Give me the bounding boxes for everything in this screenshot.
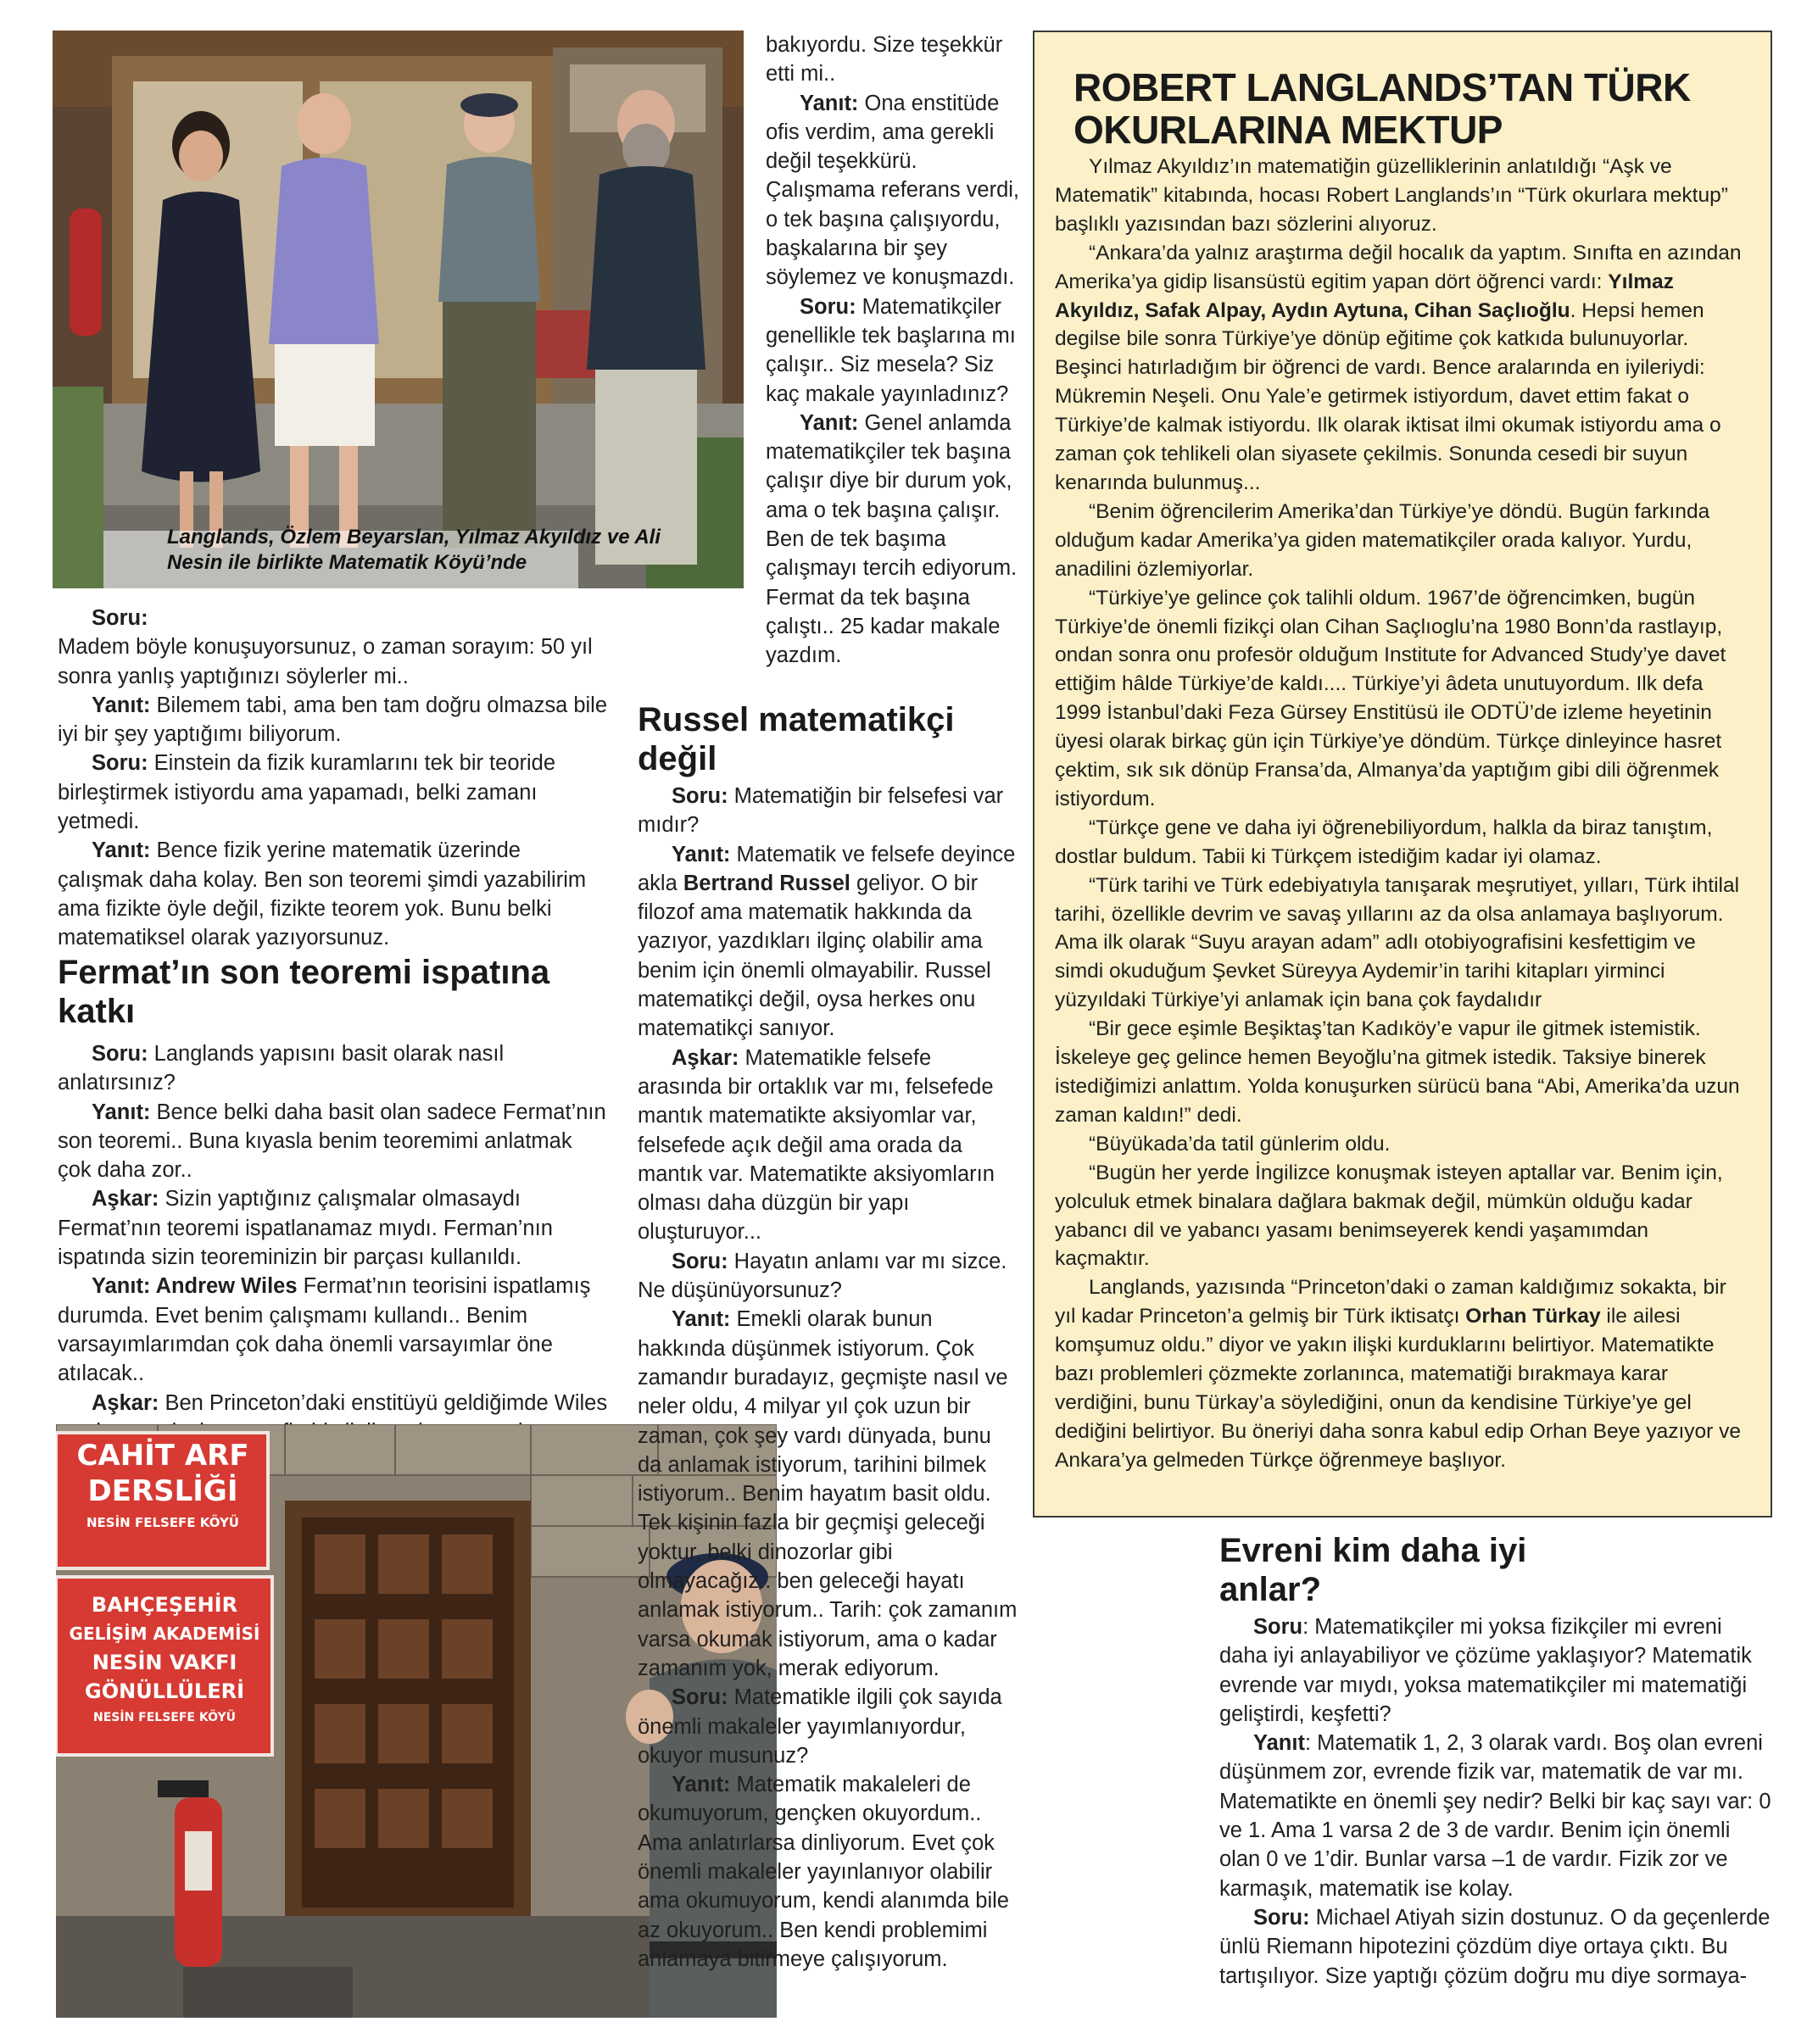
column-1-lower [58, 1039, 609, 1446]
column-1-upper [58, 604, 609, 953]
cahit-arf-sign [61, 1438, 265, 1536]
photo-caption [167, 525, 744, 576]
soru-label: Soru: [92, 606, 148, 630]
letter-paragraph: “Türkçe gene ve daha iyi öğrenebiliyordum, halkla da biraz tanıştım, dostlar buldum. Tabii ki Türkçem istediğim kadar iyi olamaz. [1055, 816, 1713, 868]
yanit-label: Yanıt [1253, 1731, 1305, 1756]
askar-label: Aşkar: [92, 1390, 159, 1415]
askar-text: Matematikle felsefe arasında bir ortaklık var mı, felsefede mantık matematikte aksiyomlar var, felsefede açık değil ama orada da mantık var. Matematikte aksiyomların olması daha düzgün bir yapı oluşturuyor... [638, 1045, 995, 1245]
sign-line: BAHÇEŞEHİR [91, 1593, 238, 1617]
soru-text: Langlands yapısını basit olarak nasıl anlatırsınız? [58, 1042, 505, 1095]
letter-text: ile ailesi komşumuz oldu.” diyor ve yakın ilişki kurduklarını belirtiyor. Matematikte bazı problemleri çözmekte zorlanınca, matematiği bırakmaya karar verdiğini, bunu Türkay’a söylediğini, onun da kendisine Türkiye’ye gel dediğini belirtiyor. Bu öneriyi daha sonra kabul edip Orhan Beye yazıyor ve Ankara’ya gelmeden Türkçe öğrenmeye başlıyor. [1055, 1305, 1741, 1472]
askar-text: Ben Princeton’daki enstitüyü geldiğimde Wiles [165, 1390, 608, 1415]
soru-text: Einstein da fizik kuramlarını tek bir teoride birleştirmek istiyordu ama yapamadı, belki zamanı yetmedi. [58, 751, 556, 834]
soru-text: : Matematikçiler mi yoksa fizikçiler mi evreni daha iyi anlayabiliyor ve çözüme yaklaşıyor? Matematik evrende var mıydı, yoksa matematikçiler mi matematiği geliştirdi, keşfetti? [1219, 1615, 1752, 1726]
yanit-label: Yanıt: [672, 1307, 731, 1332]
letter-title-line1: ROBERT LANGLANDS’TAN TÜRK [1074, 65, 1691, 109]
letter-title-line2: OKURLARINA MEKTUP [1074, 108, 1503, 152]
soru-text: Hayatın anlamı var mı sizce. Ne düşünüyorsunuz? [638, 1249, 1007, 1303]
bertrand-russel-name: Bertrand Russel [683, 871, 850, 895]
sign-line: CAHİT ARF [76, 1439, 249, 1473]
soru-label: Soru [1253, 1615, 1303, 1639]
yanit-text: Bence fizik yerine matematik üzerinde çalışmak daha kolay. Ben son teoremi şimdi yazabilirim ama fizikte öyle değil, fizikte teorem yok. Bunu belki matematiksel olarak yazıyorsunuz. [58, 838, 587, 950]
langlands-letter-box [1033, 31, 1772, 1518]
column-2-middle [638, 782, 1018, 1974]
soru-label: Soru: [672, 1249, 728, 1273]
yanit-text: Bence belki daha basit olan sadece Fermat’nın son teoremi.. Buna kıyasla benim teoremimi anlatmak çok daha zor.. [58, 1100, 606, 1183]
sign-line: DERSLİĞİ [87, 1474, 238, 1508]
letter-title [1055, 66, 1747, 151]
soru-text: Matematikle ilgili çok sayıda önemli makaleler yayımlanıyordur, okuyor musunuz? [638, 1685, 1002, 1768]
soru-label: Soru: [800, 294, 856, 319]
yanit-text: Matematik makaleleri de okumuyorum, gençken okuyordum.. Ama anlatırlarsa dinliyorum. Evet çok önemli makaleler yayınlanıyor olabilir ama okumuyorum, kendi alanımda bile az okuyorum.. Ben kendi problemimi anlamaya bitirmeye çalışıyorum. [638, 1773, 1009, 1971]
letter-text: . Hepsi hemen degilse bile sonra Türkiye’ye dönüp eğitime çok katkıda bulunuyorlar. Beşinci hatırladığım bir öğrenci de vardı. Bence aralarında en iyileriydi: Mükremin Neşeli. Onu Yale’e getirmek istiyordum, davet ettim fakat o Türkiye’de kalmak istiyordu. Ilk olarak iktisat ilmi okumak istiyordu ama o zaman çok tehlikeli olan siyasete çekilmis. Sonunda cesedi bir suyun kenarında bulunmuş... [1055, 298, 1721, 494]
askar-text: Sizin yaptığınız çalışmalar olmasaydı Fermat’nın teoremi ispatlanamaz mıydı. Ferman’nın ispatında sizin teoreminizin bir parçası kullanıldı. [58, 1187, 553, 1270]
student-names: Yılmaz Akyıldız, Safak Alpay, Aydın Aytuna, Cihan Saçlıoğlu [1055, 270, 1674, 322]
sign-line: NESİN FELSEFE KÖYÜ [93, 1711, 236, 1724]
askar-label: Aşkar: [672, 1045, 739, 1070]
yanit-label: Yanıt: [800, 91, 859, 115]
fermat-heading: Fermat’ın son teoremi ispatına katkı [58, 954, 550, 1030]
yanit-label: Yanıt: Andrew Wiles [92, 1274, 298, 1299]
yanit-label: Yanıt: [672, 842, 731, 866]
column-4 [1219, 1612, 1772, 1991]
yanit-text: : Matematik 1, 2, 3 olarak vardı. Boş olan evreni düşünmem zor, evrende fizik var, matematik de var mı. Matematikte en önemli şey nedir? Belki bir kaç sayı var: 0 ve 1. Ama 1 varsa 2 de 3 de vardır. Benim için önemli olan 0 ve 1’dir. Bunlar varsa –1 de vardır. Fizik zor ve karmaşık, matematik ise kolay. [1219, 1731, 1771, 1901]
continued-text: bakıyordu. Size teşekkür etti mi.. [766, 33, 1003, 86]
soru-text: Matematiğin bir felsefesi var mıdır? [638, 784, 1004, 838]
letter-paragraph: Yılmaz Akyıldız’ın matematiğin güzelliklerinin anlatıldığı “Aşk ve Matematik” kitabında, hocası Robert Langlands’ın “Türk okurlara mektup” başlıklı yazısından bazı sözlerini alıyoruz. [1055, 155, 1728, 236]
yanit-label: Yanıt: [92, 838, 151, 863]
soru-label: Soru: [672, 1685, 728, 1710]
yanit-text: Bilemem tabi, ama ben tam doğru olmazsa bile iyi bir şey yaptığımı biliyorum. [58, 693, 608, 747]
askar-label: Aşkar: [92, 1187, 159, 1211]
orhan-turkay-name: Orhan Türkay [1465, 1305, 1601, 1328]
letter-body [1055, 153, 1747, 1475]
letter-paragraph: “Türkiye’ye gelince çok talihli oldum. 1967’de öğrencimken, bugün Türkiye’de önemli fizikçi olan Cihan Saçlıoglu’na 1980 Bonn’da rastlayıp, ondan sonra onu profesör olduğum Institute for Advanced Study’ye davet ettiğim hâlde Türkiye’de kaldı.... Türkiye’yi âdeta unutuyordum. Ilk defa 1999 İstanbul’daki Feza Gürsey Enstitüsü ile ODTÜ’de izleme heyetinin üyesi olarak birkaç gün için Türkiye’ye döndüm. Türkçe dinleyince hasret çektim, sık sık dönüp Fransa’da, Almanya’da yaptığım gibi dili öğrenmek istiyordum. [1055, 586, 1726, 810]
letter-paragraph: “Bugün her yerde İngilizce konuşmak isteyen aptallar var. Benim için, yolculuk etmek binalara dağlara bakmak değil, mümkün olduğu kadar yabancı dil ve yabancı yasamı benimseyerek kendi yaşamımdan kaçmaktır. [1055, 1161, 1723, 1271]
letter-text: Langlands, yazısında “Princeton’daki o zaman kaldığımız sokakta, bir yıl kadar Princeton’a gelmiş bir Türk iktisatçı [1055, 1276, 1726, 1328]
soru-label: Soru: [672, 784, 728, 808]
yanit-text: Fermat’nın teorisini ispatlamış durumda. Evet benim çalışmamı kullandı.. Benim varsayımlarımdan çok daha önemli varsayımlar öne atılacak.. [58, 1274, 591, 1386]
letter-paragraph: “Büyükada’da tatil günlerim oldu. [1089, 1132, 1391, 1156]
yanit-label: Yanıt: [800, 410, 859, 435]
soru-label: Soru: [92, 1042, 148, 1066]
group-photo [53, 31, 744, 588]
bahcesehir-sign [59, 1590, 270, 1729]
soru-text: Michael Atiyah sizin dostunuz. O da geçenlerde ünlü Riemann hipotezini çözdüm diye ortaya çıktı. Bu tartışılıyor. Size yaptığı çözüm doğru mu diye sormaya- [1219, 1905, 1771, 1988]
yanit-text: Genel anlamda matematikçiler tek başına çalışır diye bir durum yok, ama o tek başına çalışır. Ben de tek başıma çalışmayı tercih ediyorum. Fermat da tek başına çalıştı.. 25 kadar makale yazdım. [766, 410, 1018, 668]
soru-label: Soru: [1253, 1905, 1310, 1930]
yanit-text: Ona enstitüde ofis verdim, ama gerekli değil teşekkürü. Çalışmama referans verdi, o tek başına çalışıyordu, başkalarına bir şey söylemez ve konuşmazdı. [766, 91, 1020, 290]
yanit-text: Matematik ve felsefe deyince akla [638, 842, 1016, 895]
yanit-text: Emekli olarak bunun hakkında düşünmek istiyorum. Çok zamandır buradayız, geçmişte nasıl ve neler oldu, 4 milyar yıl çok uzun bir zaman, çok şey vardı dünyada, bunu da anlamak istiyorum, tarihini bilmek istiyorum.. Benim hayatım basit oldu. Tek kişinin fazla bir geçmişi geleceği yoktur, belki dinozorlar gibi olmayacağız.. ben geleceği hayatı anlamak istiyorum.. Tarih: çok zamanım varsa okumak istiyorum, ama o kadar zamanım yok, merak ediyorum. [638, 1307, 1018, 1680]
photo-caption-line1: Langlands, Özlem Beyarslan, Yılmaz Akyıldız ve Ali [167, 526, 661, 549]
evreni-heading: Evreni kim daha iyi anlar? [1219, 1532, 1527, 1608]
letter-paragraph: “Bir gece eşimle Beşiktaş’tan Kadıköy’e vapur ile gitmek istemistik. İskeleye geç gelince hemen Beyoğlu’na gitmek istedik. Taksiye binerek istediğimizi anlattım. Yolda konuşurken sürücü bana “Abi, Amerika’da uzun zaman kaldın!” dedi. [1055, 1017, 1740, 1127]
yanit-label: Yanıt: [92, 1100, 151, 1124]
letter-paragraph [1055, 1273, 1747, 1474]
sign-line: NESİN VAKFI [92, 1651, 237, 1674]
russel-heading: Russel matematikçi değil [638, 701, 955, 777]
sign-line: NESİN FELSEFE KÖYÜ [86, 1515, 239, 1530]
letter-text: “Ankara’da yalnız araştırma değil hocalık da yaptım. Sınıfta en azından Amerika’ya gidip lisansüstü egitim yapan dört öğrenci vardı: [1055, 241, 1742, 293]
group-photo-illustration [53, 31, 744, 588]
yanit-label: Yanıt: [92, 693, 151, 717]
column-2-top-narrow [766, 31, 1022, 671]
letter-paragraph [1055, 239, 1747, 498]
yanit-text: geliyor. O bir filozof ama matematik hakkında da yazıyor, yazdıkları ilginç olabilir ama benim için önemli olmayabilir. Russel matematikçi değil, oysa herkes onu matematikçi sanıyor. [638, 871, 991, 1041]
soru-text: Madem böyle konuşuyorsunuz, o zaman sorayım: 50 yıl sonra yanlış yaptığınızı söylerler mi.. [58, 635, 593, 688]
soru-text: Matematikçiler genellikle tek başlarına mı çalışır.. Siz mesela? Siz kaç makale yayınladınız? [766, 294, 1016, 406]
yanit-label: Yanıt: [672, 1773, 731, 1797]
letter-paragraph: “Benim öğrencilerim Amerika’dan Türkiye’ye döndü. Bugün farkında olduğum kadar Amerika’ya giden matematikçiler orada kalıyor. Yurdu, anadilini özlemiyorlar. [1055, 499, 1710, 581]
sign-line: GELİŞİM AKADEMİSİ [69, 1624, 260, 1644]
sign-line: GÖNÜLLÜLERİ [85, 1679, 244, 1703]
soru-label: Soru: [92, 751, 148, 776]
photo-caption-line2: Nesin ile birlikte Matematik Köyü’nde [167, 551, 527, 574]
letter-paragraph: “Türk tarihi ve Türk edebiyatıyla tanışarak meşrutiyet, yılları, Türk ihtilal tarihi, özellikle devrim ve savaş yıllarını az da olsa anlamaya başlıyorum. Ama ilk olarak “Suyu arayan adam” adlı otobiyografisini kesfettigim ve simdi okuduğum Şevket Süreyya Aydemir’in tarihi kitapları yirminci yüzyıldaki Türkiye’yi anlamak için bana çok faydalıdır [1055, 873, 1740, 1012]
